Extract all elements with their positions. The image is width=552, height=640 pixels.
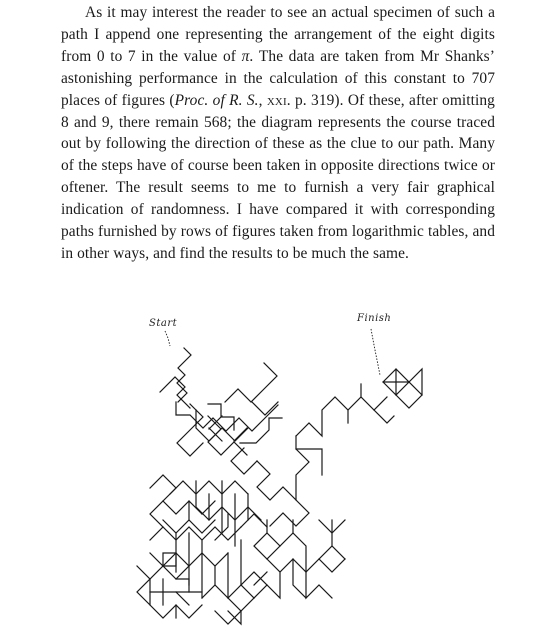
walk-segment — [409, 369, 422, 395]
walk-segment — [306, 572, 332, 598]
label-pointer-line — [371, 329, 380, 375]
label-pointer-line — [165, 331, 170, 346]
walk-segment — [170, 481, 248, 494]
paragraph-segment: Proc. of R. S. — [174, 91, 259, 109]
walk-segment — [137, 566, 189, 579]
paragraph-segment: π — [241, 47, 250, 65]
walk-segment — [150, 501, 163, 527]
walk-segment — [254, 533, 280, 559]
walk-segment — [396, 382, 422, 408]
walk-segment — [383, 369, 409, 395]
walk-segment — [319, 546, 345, 559]
walk-segment — [137, 579, 150, 605]
walk-segment — [150, 475, 202, 514]
paragraph-segment: . p. 319). Of these, after omitting 8 and 9, there remain 568; the diagram represents the course traced out by following the direction of these as the clue to our path. Many of the steps have of course been taken in opposite directions twice or oftener. The result seems to me to furnish a very fair graphical indication of randomness. I have compared it with corresponding paths furnished by rows of figures taken from logarithmic tables, and in other ways, and find the results to be much the same. — [61, 91, 495, 262]
walk-segment — [177, 348, 191, 402]
walk-segment — [374, 410, 394, 423]
walk-segment — [228, 598, 254, 611]
walk-segment — [257, 461, 296, 500]
walk-segment — [241, 572, 267, 585]
paragraph-segment: . The data are taken from Mr Shanks’ astonishing performance in the calculation of this constant to 707 places of figures ( — [61, 47, 495, 109]
paragraph-segment: , — [258, 91, 267, 109]
walk-segment — [267, 520, 293, 533]
walk-segment — [241, 514, 267, 527]
walk-segment — [150, 527, 241, 540]
paragraph-segment: xxi — [266, 91, 287, 109]
walk-segment — [196, 410, 248, 441]
finish-label: Finish — [357, 313, 392, 324]
paragraph-segment: As it may interest the reader to see an actual specimen of such a path I append one representing the arrangement of the eight digits from 0 to 7 in the value of — [61, 4, 495, 65]
walk-segment — [176, 579, 189, 592]
walk-segment — [160, 377, 190, 408]
walk-segment — [177, 404, 203, 456]
walk-segment — [296, 397, 387, 436]
walk-segment — [215, 611, 241, 624]
start-label: Start — [149, 318, 178, 329]
walk-segment — [225, 363, 277, 402]
